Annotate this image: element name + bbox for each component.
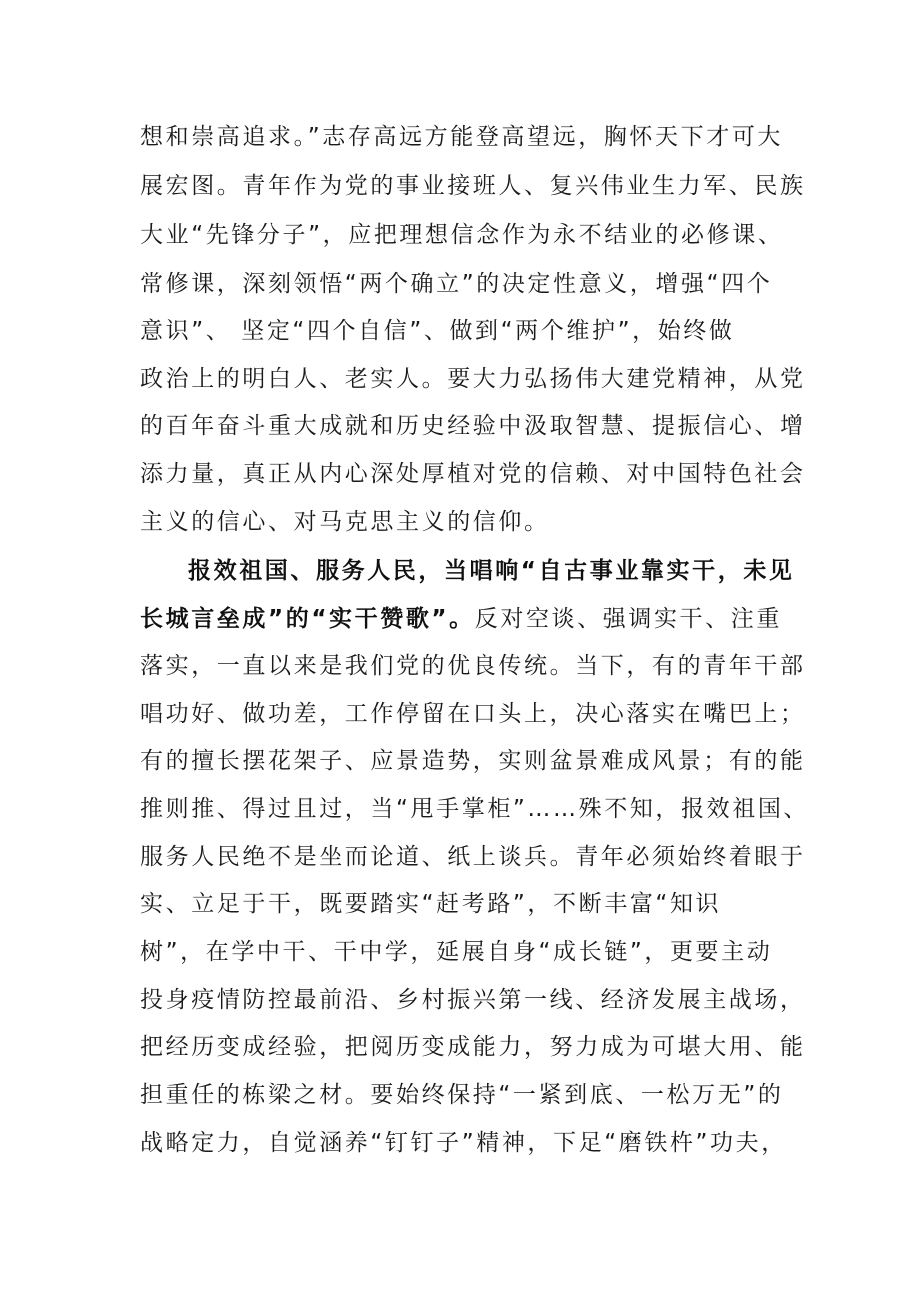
paragraph-1-line: 政治上的明白人、老实人。要大力弘扬伟大建党精神，从党 xyxy=(140,366,806,392)
paragraph-2-heading-line-2: 长城言垒成”的“实干赞歌”。 xyxy=(140,606,475,632)
paragraph-2-line: 战略定力，自觉涵养“钉钉子”精神，下足“磨铁杵”功夫， xyxy=(140,1130,787,1156)
paragraph-2-line: 唱功好、做功差，工作停留在口头上，决心落实在嘴巴上； xyxy=(140,701,806,727)
paragraph-1-line: 大业“先锋分子”，应把理想信念作为永不结业的必修课、 xyxy=(140,222,784,248)
paragraph-2-line: 有的擅长摆花架子、应景造势，实则盆景难成风景；有的能 xyxy=(140,748,806,774)
paragraph-2-line: 推则推、得过且过，当“甩手掌柜”……殊不知，报效祖国、 xyxy=(140,796,810,822)
paragraph-2-line: 担重任的栋梁之材。要始终保持“一紧到底、一松万无”的 xyxy=(140,1082,784,1108)
paragraph-1-line: 想和崇高追求。”志存高远方能登高望远，胸怀天下才可大 xyxy=(140,124,784,150)
paragraph-1-line: 意识”、 坚定“四个自信”、做到“两个维护”，始终做 xyxy=(140,318,735,344)
paragraph-2-line-2-rest: 反对空谈、强调实干、注重 xyxy=(474,606,782,632)
paragraph-1-line: 常修课，深刻领悟“两个确立”的决定性意义，增强“四个 xyxy=(140,271,773,297)
paragraph-2-line: 落实，一直以来是我们党的优良传统。当下，有的青年干部 xyxy=(140,653,806,679)
paragraph-2-line: 实、立足于干，既要踏实“赶考路”，不断丰富“知识 xyxy=(140,891,722,917)
paragraph-2-line: 把经历变成经验，把阅历变成能力，努力成为可堪大用、能 xyxy=(140,1034,806,1060)
paragraph-1-line: 展宏图。青年作为党的事业接班人、复兴伟业生力军、民族 xyxy=(140,173,806,199)
paragraph-2-line-2 xyxy=(140,604,782,634)
paragraph-2-line: 树”，在学中干、干中学，延展自身“成长链”，更要主动 xyxy=(140,939,773,965)
paragraph-1-line: 主义的信心、对马克思主义的信仰。 xyxy=(140,509,550,535)
paragraph-1-line: 的百年奋斗重大成就和历史经验中汲取智慧、提振信心、增 xyxy=(140,413,806,439)
paragraph-1-line: 添力量，真正从内心深处厚植对党的信赖、对中国特色社会 xyxy=(140,461,806,487)
paragraph-2-heading-line-1: 报效祖国、服务人民，当唱响“自古事业靠实干，未见 xyxy=(188,558,795,584)
paragraph-2-line: 投身疫情防控最前沿、乡村振兴第一线、经济发展主战场， xyxy=(140,987,806,1013)
paragraph-2-line: 服务人民绝不是坐而论道、纸上谈兵。青年必须始终着眼于 xyxy=(140,844,806,870)
